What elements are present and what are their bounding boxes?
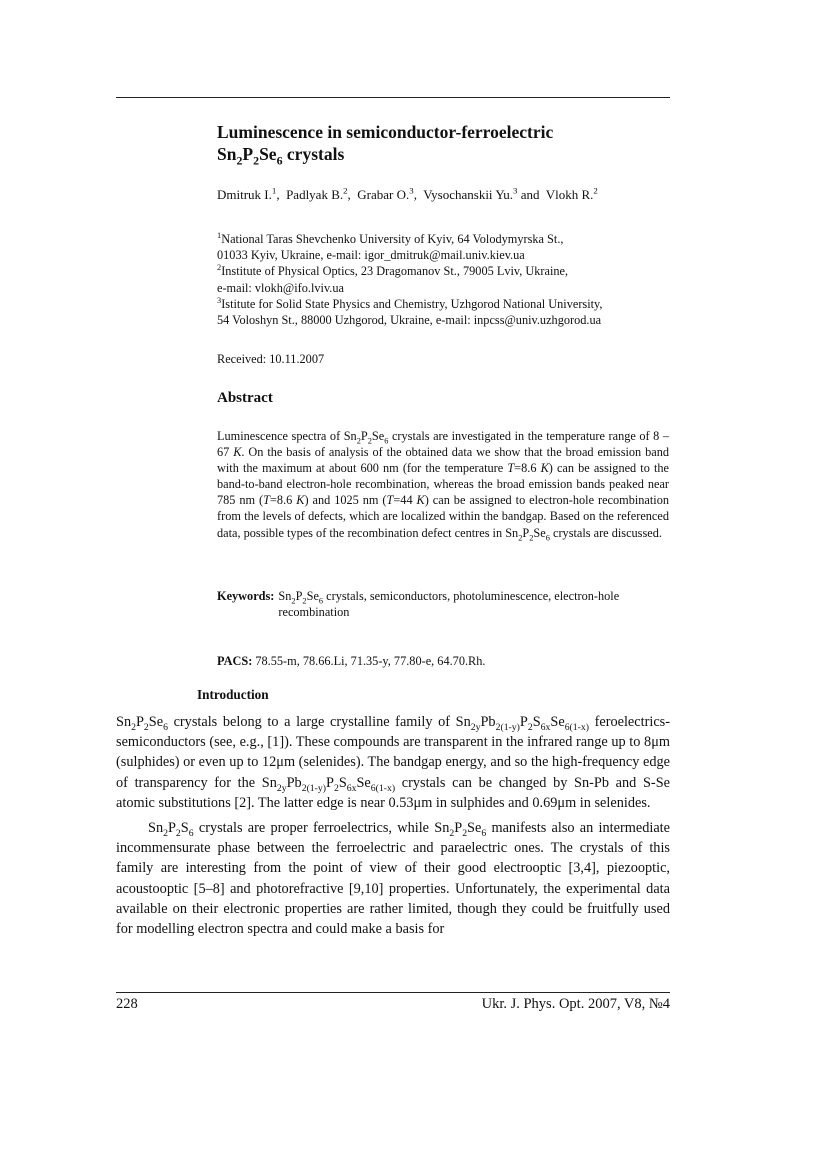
author-name: Vysochanskii Yu. <box>423 187 514 202</box>
pacs-label: PACS: <box>217 654 253 668</box>
author-affiliation-mark: 3 <box>513 185 518 196</box>
keywords-label: Keywords: <box>217 589 275 603</box>
affiliation-3: $^3$Istitute for Solid State Physics and Chemistry, Uzhgorod National University, 54 Voloshyn St., 88000 Uzhgorod, Ukraine, e-mail: inpcss@univ.uzhgorod.ua <box>217 295 603 328</box>
title-line-2: $Sn_2P_2Se_6$ crystals <box>217 144 345 168</box>
affiliation-1: $^1$National Taras Shevchenko University of Kyiv, 64 Volodymyrska St., 01033 Kyiv, Ukraine, e-mail: igor_dmitruk@mail.univ.kiev.ua <box>217 230 564 263</box>
intro-paragraph-1: $Sn_2P_2Se_6$ crystals belong to a large crystalline family of $Sn_{2y}Pb_{2(1-y)}P_2S_{6x}Se_{6(1-x)}$ feroelectrics-semiconductors (see, e.g., [1]). These compounds are transparent in the infrared range up to 8μm (sulphides) or even up to 12μm (selenides). The bandgap energy, and so the high-frequency edge of transparency for the $Sn_{2y}Pb_{2(1-y)}P_2S_{6x}Se_{6(1-x)}$ crystals can be changed by Sn-Pb and S-Se atomic substitutions [2]. The latter edge is near 0.53μm in sulphides and 0.69μm in selenides. <box>116 714 671 811</box>
introduction-body <box>116 712 670 939</box>
author-name: Padlyak B. <box>286 187 344 202</box>
pacs-codes <box>217 654 485 669</box>
abstract-heading: Abstract <box>217 390 273 406</box>
keywords <box>217 588 669 620</box>
author-affiliation-mark: 1 <box>271 185 277 196</box>
author-affiliation-mark: 2 <box>343 185 348 196</box>
author-affiliation-mark: 3 <box>409 185 414 196</box>
paper-title <box>217 121 677 168</box>
header-rule <box>116 97 670 98</box>
formula-sn2p2se6: $Sn_2P_2Se_6$ <box>343 429 389 446</box>
author-name: Dmitruk I. <box>217 187 272 202</box>
affiliation-2: $^2$Institute of Physical Optics, 23 Dragomanov St., 79005 Lviv, Ukraine, e-mail: vlokh@ifo.lviv.ua <box>217 263 569 295</box>
page-number: 228 <box>116 996 138 1012</box>
received-date: Received: 10.11.2007 <box>217 352 325 366</box>
formula-family: $Sn_{2y}Pb_{2(1-y)}P_2S_{6x}Se_{6(1-x)}$ <box>261 774 396 794</box>
author-name: Vlokh R. <box>545 187 594 202</box>
introduction-heading: Introduction <box>197 687 269 702</box>
affiliations <box>217 231 687 328</box>
author-list: Dmitruk I.$^1$, Padlyak B.$^2$, Grabar O.$^3$, Vysochanskii Yu.$^3$ and Vlokh R.$^2$ <box>217 185 598 202</box>
title-line-1: Luminescence in semiconductor-ferroelectric <box>217 122 554 142</box>
formula-sn2p2se6: $Sn_2P_2Se_6$ <box>505 525 550 543</box>
journal-citation: Ukr. J. Phys. Opt. 2007, V8, №4 <box>481 996 670 1012</box>
author-affiliation-mark: 2 <box>593 185 598 196</box>
formula-family: $Sn_{2y}Pb_{2(1-y)}P_2S_{6x}Se_{6(1-x)}$ <box>455 714 589 733</box>
footer-rule <box>116 992 670 993</box>
author-name: Grabar O. <box>357 187 410 202</box>
pacs-text: 78.55-m, 78.66.Li, 71.35-y, 77.80-e, 64.70.Rh. <box>252 654 486 668</box>
keywords-text: $Sn_2P_2Se_6$ crystals, semiconductors, photoluminescence, electron-hole recombination <box>278 589 620 619</box>
abstract-body: Luminescence spectra of $Sn_2P_2Se_6$ crystals are investigated in the temperature range of 8 – 67 K. On the basis of analysis of the obtained data we show that the broad emission band with the maximum at about 600 nm (for the temperature T=8.6 K) can be assigned to the band-to-band electron-hole recombination, whereas the broad emission bands peaked near 785 nm (T=8.6 K) and 1025 nm (T=44 K) can be assigned to electron-hole recombination from the levels of defects, which are localized within the bandgap. Based on the referenced data, possible types of the recombination defect centres in $Sn_2P_2Se_6$ crystals are discussed. <box>217 429 670 543</box>
intro-paragraph-2: $Sn_2P_2S_6$ crystals are proper ferroelectrics, while $Sn_2P_2Se_6$ manifests also an intermediate incommensurate phase between the ferroelectric and paraelectric ones. The crystals of this family are interesting from the point of view of their good electrooptic [3,4], piezooptic, acoustooptic [5–8] and photorefractive [9,10] properties. Unfortunately, the experimental data available on their electronic properties are rather limited, though they could be fruitfully used for modelling electron spectra and could make a basis for <box>116 820 670 938</box>
